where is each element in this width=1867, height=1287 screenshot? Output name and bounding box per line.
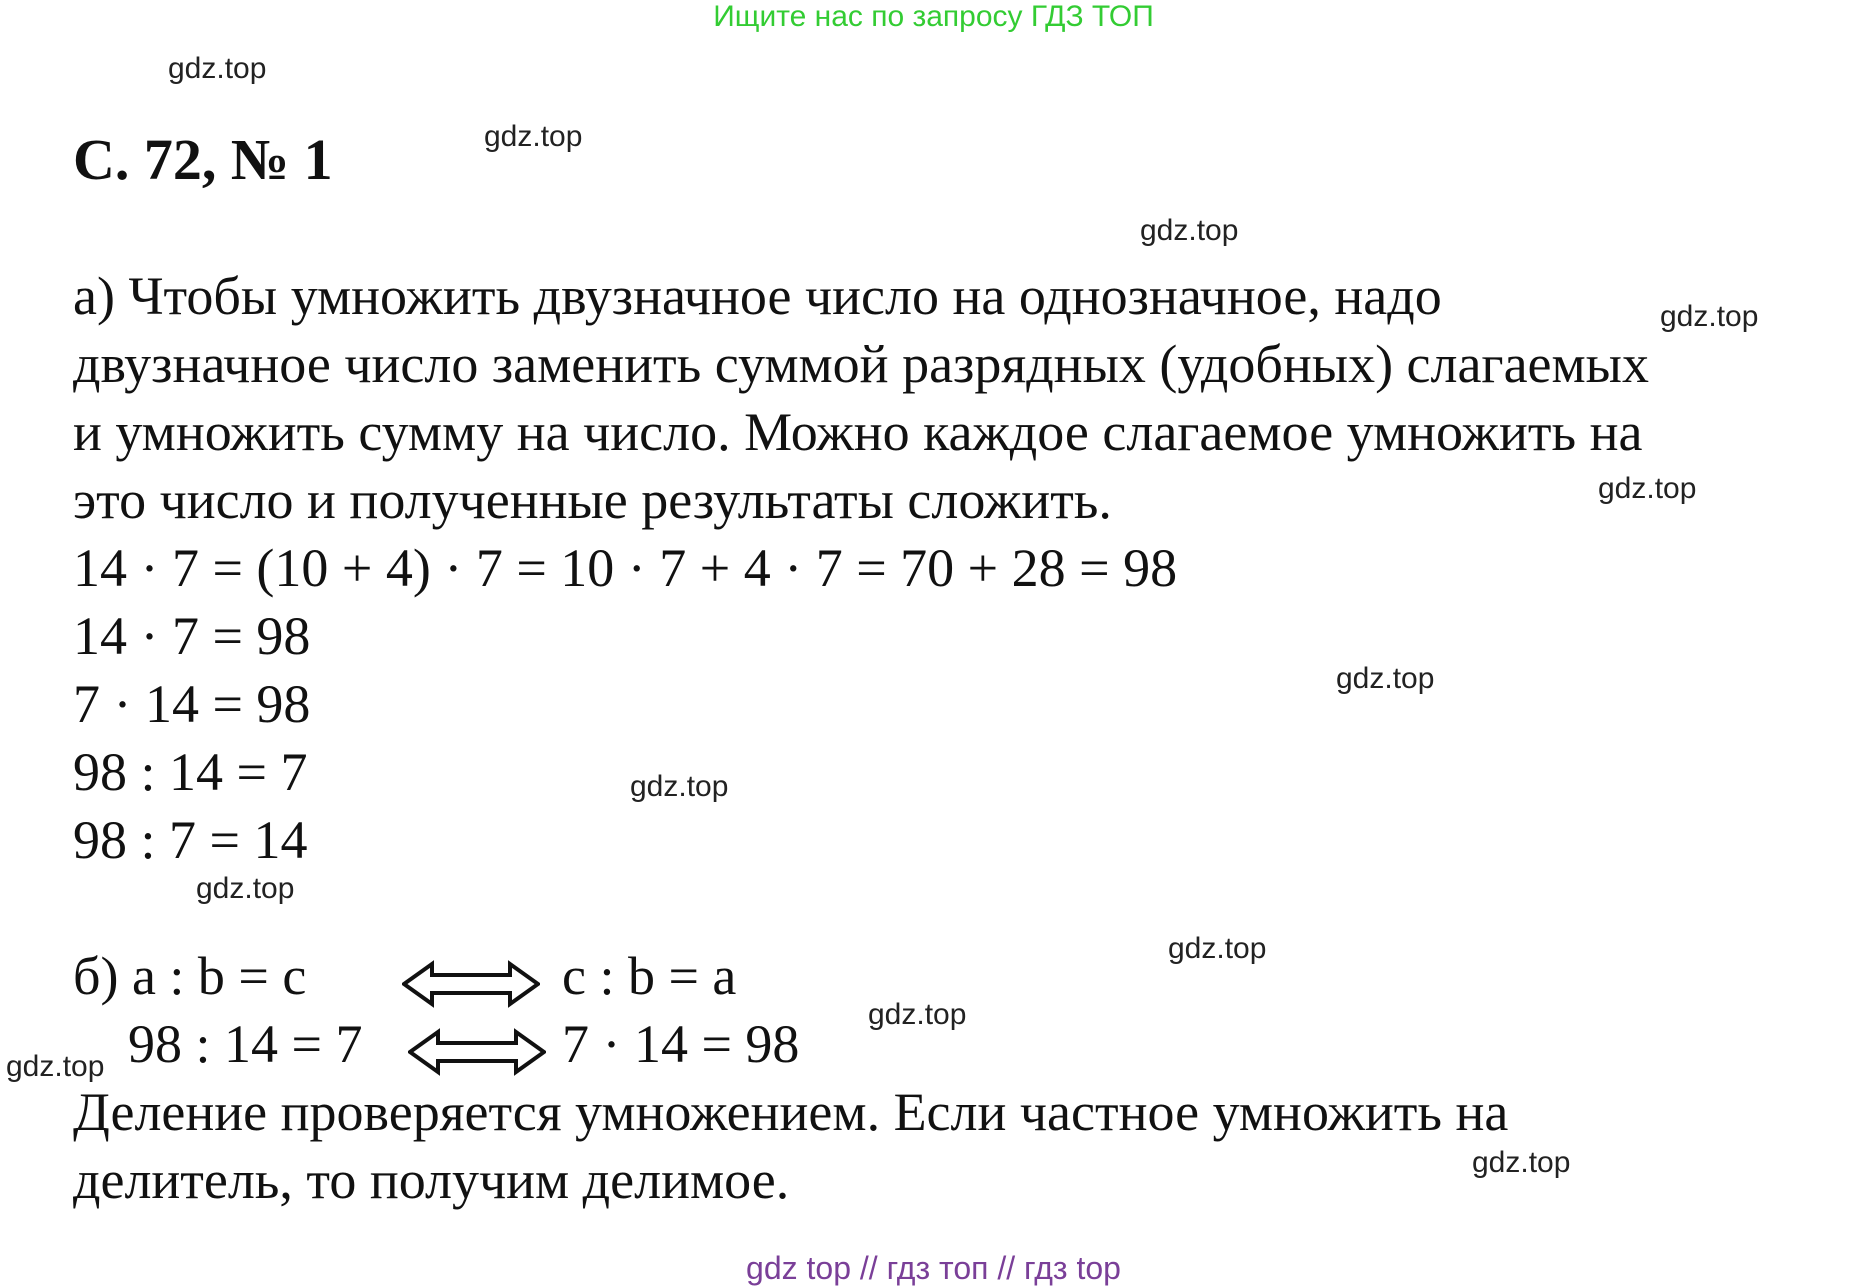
equation: 7 · 14 = 98 (73, 674, 311, 734)
watermark: gdz.top (1598, 472, 1697, 505)
example-right: 7 · 14 = 98 (562, 1014, 800, 1074)
conclusion-line: делитель, то получим делимое. (73, 1150, 790, 1210)
footer-watermark: gdz top // гдз топ // гдз top (746, 1250, 1121, 1286)
equation: 14 · 7 = 98 (73, 606, 311, 666)
watermark: gdz.top (1660, 300, 1759, 333)
watermark: gdz.top (1472, 1146, 1571, 1179)
watermark: gdz.top (630, 770, 729, 803)
page-title: С. 72, № 1 (73, 127, 333, 192)
double-arrow-icon (408, 1028, 546, 1076)
rule-left: б) a : b = c (73, 946, 307, 1006)
part-a-line: это число и полученные результаты сложить. (73, 470, 1112, 530)
watermark: gdz.top (1140, 214, 1239, 247)
watermark: gdz.top (1336, 662, 1435, 695)
double-arrow-icon (402, 960, 540, 1008)
watermark: gdz.top (168, 52, 267, 85)
part-a-line: двузначное число заменить суммой разрядных (удобных) слагаемых (73, 334, 1649, 394)
example-left: 98 : 14 = 7 (128, 1014, 363, 1074)
equation: 98 : 14 = 7 (73, 742, 308, 802)
watermark: gdz.top (6, 1050, 105, 1083)
equation: 98 : 7 = 14 (73, 810, 308, 870)
part-a-line: а) Чтобы умножить двузначное число на однозначное, надо (73, 266, 1442, 326)
watermark: gdz.top (868, 998, 967, 1031)
top-banner: Ищите нас по запросу ГДЗ ТОП (713, 0, 1154, 33)
rule-right: c : b = a (562, 946, 737, 1006)
part-a-line: и умножить сумму на число. Можно каждое слагаемое умножить на (73, 402, 1643, 462)
equation: 14 · 7 = (10 + 4) · 7 = 10 · 7 + 4 · 7 = 70 + 28 = 98 (73, 538, 1178, 598)
watermark: gdz.top (484, 120, 583, 153)
watermark: gdz.top (1168, 932, 1267, 965)
watermark: gdz.top (196, 872, 295, 905)
conclusion-line: Деление проверяется умножением. Если частное умножить на (73, 1082, 1509, 1142)
